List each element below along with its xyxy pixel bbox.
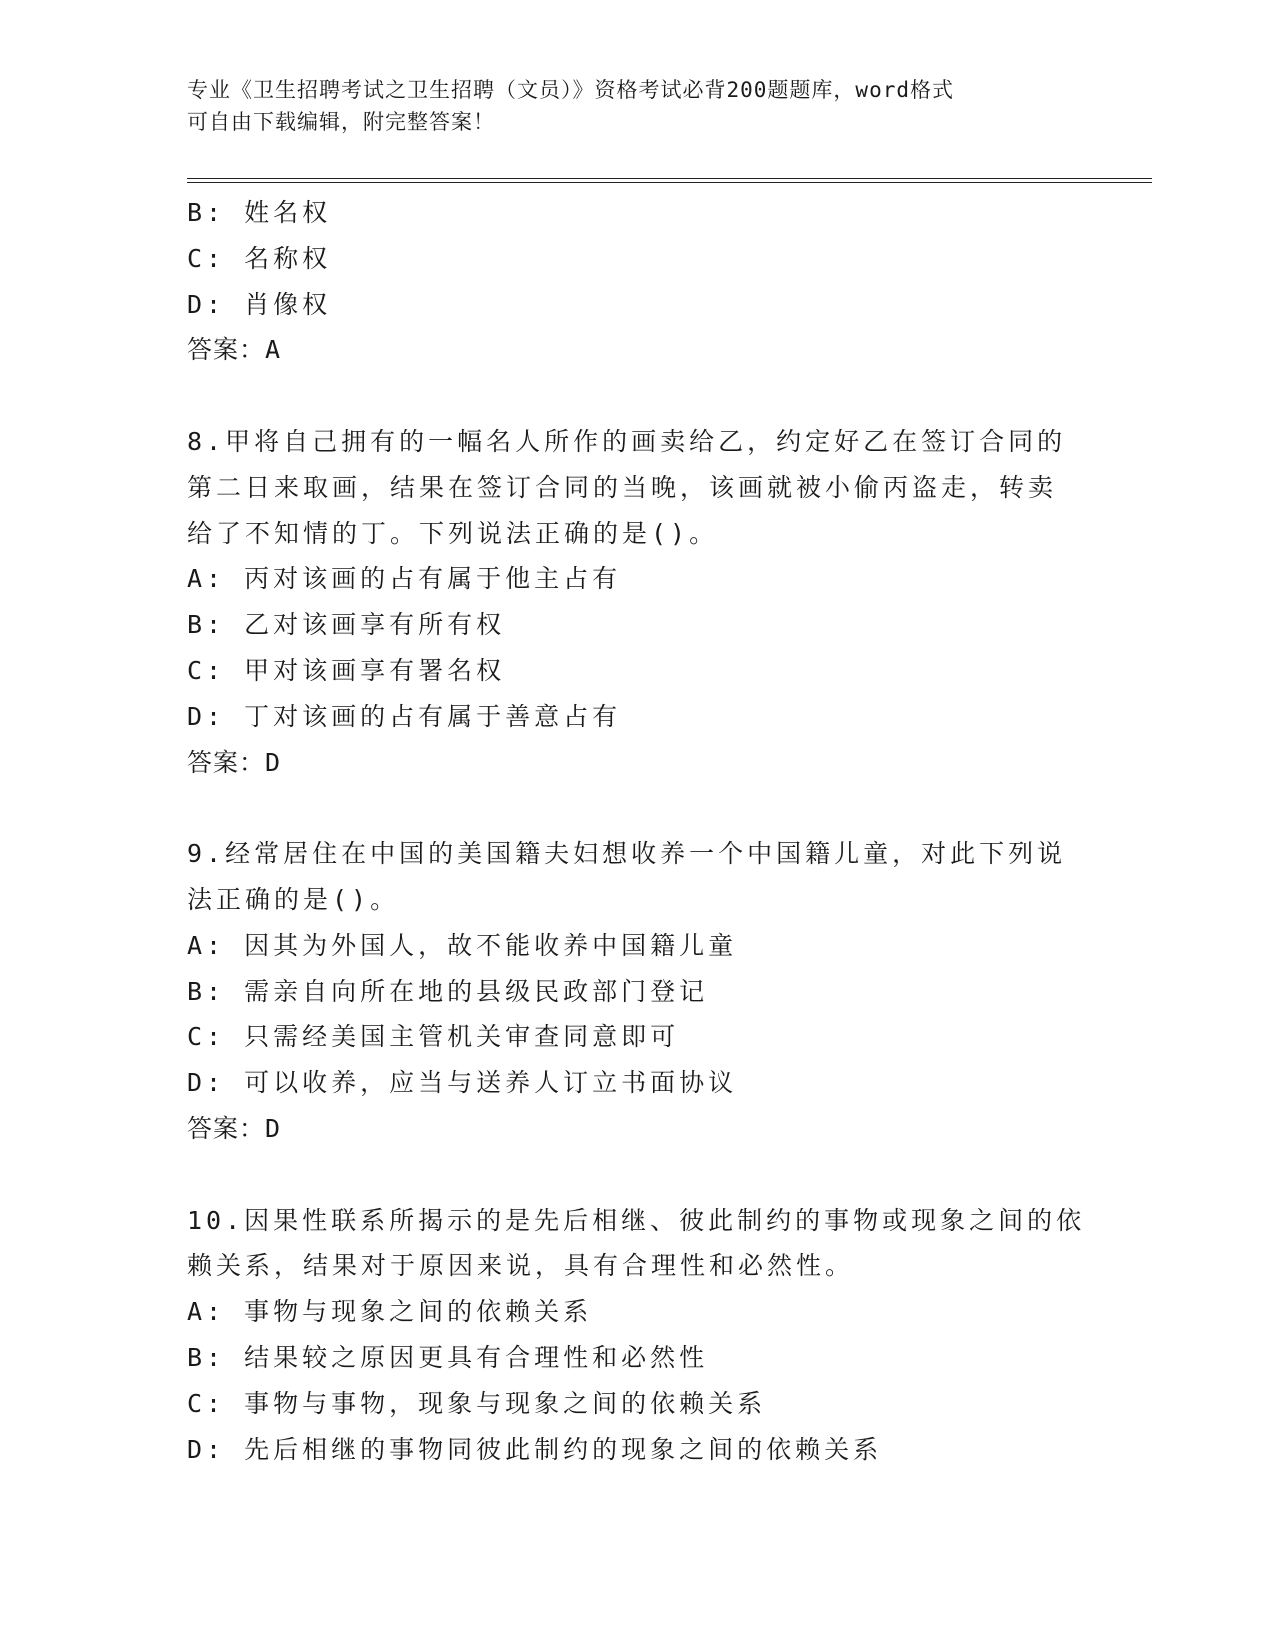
header-line-1: 专业《卫生招聘考试之卫生招聘（文员）》资格考试必背200题题库，word格式	[187, 78, 954, 102]
header-line-2: 可自由下载编辑，附完整答案！	[187, 110, 495, 134]
header-divider-top	[187, 178, 1152, 179]
question-stem-line: 法正确的是()。	[187, 884, 400, 914]
document-header	[187, 74, 1067, 138]
question-stem-line: 第二日来取画，结果在签订合同的当晚，该画就被小偷丙盗走，转卖	[187, 472, 1058, 502]
option-c: C: 只需经美国主管机关审查同意即可	[187, 1022, 680, 1052]
option-c: C: 甲对该画享有署名权	[187, 655, 506, 685]
question-stem-line: 10.因果性联系所揭示的是先后相继、彼此制约的事物或现象之间的依	[187, 1205, 1086, 1235]
answer-line: 答案：A	[187, 335, 282, 365]
option-b: B: 结果较之原因更具有合理性和必然性	[187, 1342, 709, 1372]
option-c: C: 事物与事物，现象与现象之间的依赖关系	[187, 1388, 767, 1418]
header-divider-bottom	[187, 182, 1152, 183]
spacer	[187, 785, 1087, 831]
option-a: A: 丙对该画的占有属于他主占有	[187, 564, 622, 594]
option-b: B: 姓名权	[187, 198, 332, 227]
option-a: A: 因其为外国人，故不能收养中国籍儿童	[187, 930, 738, 960]
question-7	[187, 190, 1087, 373]
question-stem-line: 赖关系，结果对于原因来说，具有合理性和必然性。	[187, 1251, 855, 1281]
option-d: D: 先后相继的事物同彼此制约的现象之间的依赖关系	[187, 1434, 883, 1464]
answer-line: 答案：D	[187, 1113, 282, 1143]
option-b: B: 乙对该画享有所有权	[187, 610, 506, 640]
question-10	[187, 1198, 1087, 1473]
question-9	[187, 831, 1087, 1152]
option-c: C: 名称权	[187, 243, 332, 273]
option-b: B: 需亲自向所在地的县级民政部门登记	[187, 976, 709, 1006]
option-d: D: 肖像权	[187, 289, 332, 319]
answer-line: 答案：D	[187, 747, 282, 777]
option-d: D: 可以收养，应当与送养人订立书面协议	[187, 1068, 738, 1098]
spacer	[187, 1152, 1087, 1198]
question-8	[187, 419, 1087, 785]
option-d: D: 丁对该画的占有属于善意占有	[187, 701, 622, 731]
question-stem-line: 8.甲将自己拥有的一幅名人所作的画卖给乙，约定好乙在签订合同的	[187, 426, 1067, 456]
option-a: A: 事物与现象之间的依赖关系	[187, 1297, 593, 1327]
question-stem-line: 给了不知情的丁。下列说法正确的是()。	[187, 518, 719, 548]
question-stem-line: 9.经常居住在中国的美国籍夫妇想收养一个中国籍儿童，对此下列说	[187, 839, 1067, 869]
document-body	[187, 190, 1087, 1472]
spacer	[187, 373, 1087, 419]
